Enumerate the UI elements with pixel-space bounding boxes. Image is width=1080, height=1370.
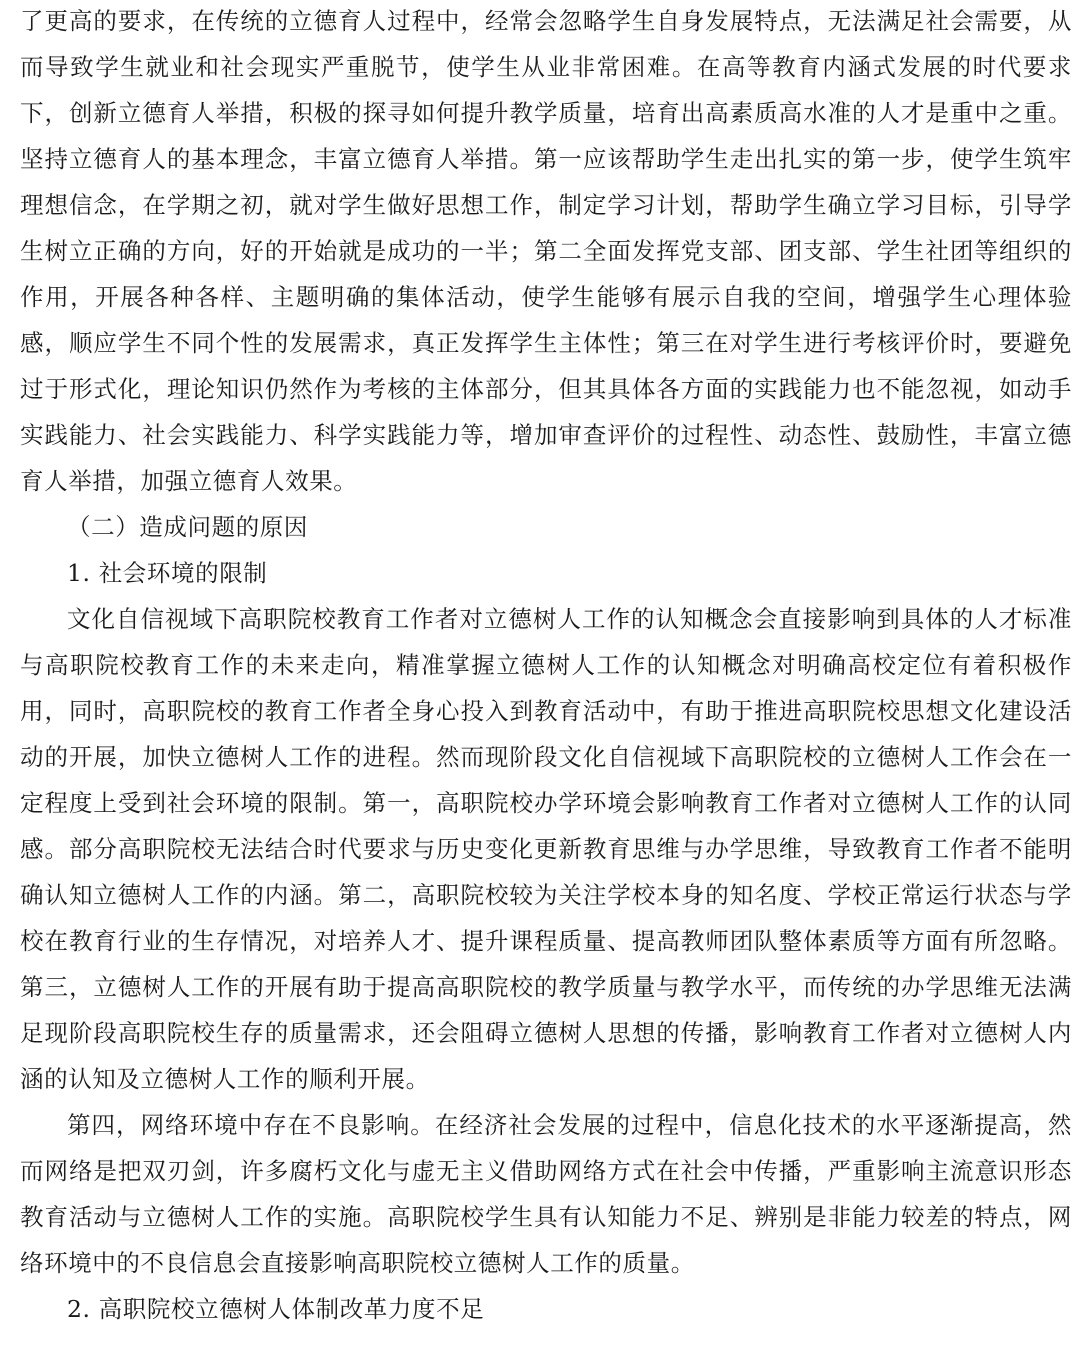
subheading-system-reform: 2. 高职院校立德树人体制改革力度不足 (67, 1295, 485, 1323)
document-page (20, 0, 1072, 1332)
section-heading-causes: （二）造成问题的原因 (67, 513, 308, 541)
paragraph-cognition: 文化自信视域下高职院校教育工作者对立德树人工作的认知概念会直接影响到具体的人才标准与高职院校教育工作的未来走向，精准掌握立德树人工作的认知概念对明确高校定位有着积极作用，同时，高职院校的教育工作者全身心投入到教育活动中，有助于推进高职院校思想文化建设活动的开展，加快立德树人工作的进程。然而现阶段文化自信视域下高职院校的立德树人工作会在一定程度上受到社会环境的限制。第一，高职院校办学环境会影响教育工作者对立德树人工作的认同感。部分高职院校无法结合时代要求与历史变化更新教育思维与办学思维，导致教育工作者不能明确认知立德树人工作的内涵。第二，高职院校较为关注学校本身的知名度、学校正常运行状态与学校在教育行业的生存情况，对培养人才、提升课程质量、提高教师团队整体素质等方面有所忽略。第三，立德树人工作的开展有助于提高高职院校的教学质量与教学水平，而传统的办学思维无法满足现阶段高职院校生存的质量需求，还会阻碍立德树人思想的传播，影响教育工作者对立德树人内涵的认知及立德树人工作的顺利开展。 (20, 605, 1072, 1093)
paragraph-continuation: 了更高的要求，在传统的立德育人过程中，经常会忽略学生自身发展特点，无法满足社会需要，从而导致学生就业和社会现实严重脱节，使学生从业非常困难。在高等教育内涵式发展的时代要求下，创新立德育人举措，积极的探寻如何提升教学质量，培育出高素质高水准的人才是重中之重。坚持立德育人的基本理念，丰富立德育人举措。第一应该帮助学生走出扎实的第一步，使学生筑牢理想信念，在学期之初，就对学生做好思想工作，制定学习计划，帮助学生确立学习目标，引导学生树立正确的方向，好的开始就是成功的一半；第二全面发挥党支部、团支部、学生社团等组织的作用，开展各种各样、主题明确的集体活动，使学生能够有展示自我的空间，增强学生心理体验感，顺应学生不同个性的发展需求，真正发挥学生主体性；第三在对学生进行考核评价时，要避免过于形式化，理论知识仍然作为考核的主体部分，但其具体各方面的实践能力也不能忽视，如动手实践能力、社会实践能力、科学实践能力等，增加审查评价的过程性、动态性、鼓励性，丰富立德育人举措，加强立德育人效果。 (20, 7, 1072, 495)
subheading-social-environment: 1. 社会环境的限制 (67, 559, 268, 587)
paragraph-network-environment: 第四，网络环境中存在不良影响。在经济社会发展的过程中，信息化技术的水平逐渐提高，然而网络是把双刃剑，许多腐朽文化与虚无主义借助网络方式在社会中传播，严重影响主流意识形态教育活动与立德树人工作的实施。高职院校学生具有认知能力不足、辨别是非能力较差的特点，网络环境中的不良信息会直接影响高职院校立德树人工作的质量。 (20, 1111, 1072, 1277)
